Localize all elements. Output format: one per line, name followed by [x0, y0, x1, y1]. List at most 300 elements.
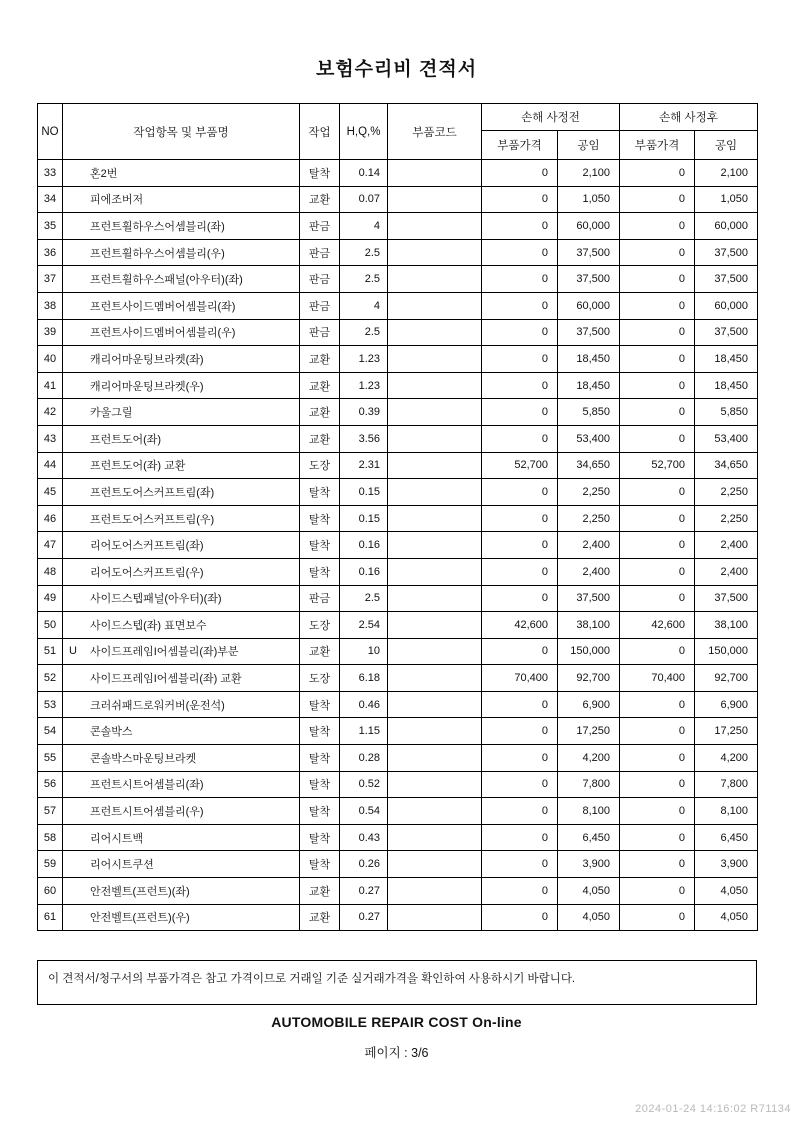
cell-after-part-price: 0 — [620, 399, 695, 426]
cell-hq-percent: 0.27 — [340, 904, 388, 931]
cell-work-type: 교환 — [300, 878, 340, 905]
cell-after-labor: 4,050 — [695, 878, 758, 905]
cell-before-part-price: 0 — [482, 851, 558, 878]
table-row — [38, 745, 758, 772]
cell-item-name — [63, 346, 300, 373]
cell-before-labor: 5,850 — [558, 399, 620, 426]
cell-work-type: 판금 — [300, 319, 340, 346]
cell-before-labor: 18,450 — [558, 346, 620, 373]
cell-work-type: 탈착 — [300, 532, 340, 559]
cell-no: 57 — [38, 798, 63, 825]
cell-before-labor: 18,450 — [558, 372, 620, 399]
cell-before-labor: 37,500 — [558, 239, 620, 266]
cell-item-name — [63, 505, 300, 532]
cell-before-part-price: 0 — [482, 346, 558, 373]
cell-before-part-price: 0 — [482, 505, 558, 532]
cell-work-type: 탈착 — [300, 558, 340, 585]
item-name-text: 리어시트쿠션 — [90, 859, 154, 872]
cell-item-name — [63, 745, 300, 772]
cell-before-part-price: 0 — [482, 824, 558, 851]
cell-part-code — [388, 638, 482, 665]
cell-after-part-price: 70,400 — [620, 665, 695, 692]
table-row — [38, 904, 758, 931]
cell-before-part-price: 0 — [482, 798, 558, 825]
cell-item-name — [63, 718, 300, 745]
table-row — [38, 213, 758, 240]
cell-after-part-price: 0 — [620, 266, 695, 293]
item-name-text: 캐리어마운팅브라켓(우) — [90, 380, 204, 393]
cell-work-type: 탈착 — [300, 771, 340, 798]
cell-part-code — [388, 532, 482, 559]
cell-before-part-price: 0 — [482, 638, 558, 665]
cell-no: 48 — [38, 558, 63, 585]
cell-before-labor: 53,400 — [558, 425, 620, 452]
cell-no: 37 — [38, 266, 63, 293]
cell-work-type: 탈착 — [300, 718, 340, 745]
cell-after-labor: 53,400 — [695, 425, 758, 452]
item-name-text: 캐리어마운팅브라켓(좌) — [90, 353, 204, 366]
cell-hq-percent: 1.15 — [340, 718, 388, 745]
cell-no: 40 — [38, 346, 63, 373]
cell-before-part-price: 42,600 — [482, 612, 558, 639]
cell-after-labor: 37,500 — [695, 585, 758, 612]
cell-after-part-price: 0 — [620, 239, 695, 266]
header-part-code: 부품코드 — [388, 104, 482, 160]
item-name-text: 프런트휠하우스패널(아우터)(좌) — [90, 274, 243, 287]
cell-item-name — [63, 851, 300, 878]
cell-after-labor: 1,050 — [695, 186, 758, 213]
cell-no: 54 — [38, 718, 63, 745]
table-row — [38, 346, 758, 373]
cell-after-labor: 2,250 — [695, 479, 758, 506]
cell-no: 56 — [38, 771, 63, 798]
cell-item-name — [63, 399, 300, 426]
cell-hq-percent: 2.5 — [340, 266, 388, 293]
cell-item-name — [63, 479, 300, 506]
cell-before-labor: 37,500 — [558, 319, 620, 346]
table-row — [38, 532, 758, 559]
cell-after-labor: 2,400 — [695, 558, 758, 585]
table-row — [38, 186, 758, 213]
cell-work-type: 탈착 — [300, 160, 340, 187]
cell-item-name — [63, 771, 300, 798]
table-row — [38, 425, 758, 452]
header-item-name: 작업항목 및 부품명 — [63, 104, 300, 160]
cell-no: 36 — [38, 239, 63, 266]
cell-hq-percent: 2.5 — [340, 319, 388, 346]
cell-no: 59 — [38, 851, 63, 878]
cell-item-name — [63, 213, 300, 240]
cell-part-code — [388, 878, 482, 905]
cell-after-part-price: 0 — [620, 425, 695, 452]
cell-after-labor: 92,700 — [695, 665, 758, 692]
cell-part-code — [388, 585, 482, 612]
cell-before-labor: 3,900 — [558, 851, 620, 878]
cell-item-name — [63, 904, 300, 931]
notice-text: 이 견적서/청구서의 부품가격은 참고 가격이므로 거래일 기준 실거래가격을 확인하여 사용하시기 바랍니다. — [48, 973, 576, 985]
cell-part-code — [388, 904, 482, 931]
cell-item-name — [63, 585, 300, 612]
cell-before-part-price: 52,700 — [482, 452, 558, 479]
cell-after-labor: 17,250 — [695, 718, 758, 745]
cell-part-code — [388, 319, 482, 346]
table-row — [38, 452, 758, 479]
cell-hq-percent: 0.46 — [340, 691, 388, 718]
cell-part-code — [388, 292, 482, 319]
table-row — [38, 505, 758, 532]
cell-work-type: 교환 — [300, 346, 340, 373]
header-after-assessment: 손해 사정후 — [620, 104, 758, 131]
cell-after-labor: 8,100 — [695, 798, 758, 825]
cell-after-labor: 2,100 — [695, 160, 758, 187]
cell-part-code — [388, 213, 482, 240]
cell-work-type: 판금 — [300, 585, 340, 612]
cell-after-labor: 37,500 — [695, 239, 758, 266]
cell-hq-percent: 1.23 — [340, 346, 388, 373]
cell-hq-percent: 0.54 — [340, 798, 388, 825]
table-row — [38, 479, 758, 506]
table-row — [38, 292, 758, 319]
cell-work-type: 교환 — [300, 638, 340, 665]
cell-after-labor: 6,450 — [695, 824, 758, 851]
cell-after-labor: 7,800 — [695, 771, 758, 798]
cell-before-part-price: 0 — [482, 878, 558, 905]
cell-work-type: 탈착 — [300, 824, 340, 851]
item-name-text: 프런트도어스커프트림(우) — [90, 513, 215, 526]
cell-no: 61 — [38, 904, 63, 931]
item-name-text: 프런트사이드멤버어셈블리(우) — [90, 327, 236, 340]
cell-after-part-price: 0 — [620, 346, 695, 373]
document-title: 보험수리비 견적서 — [315, 59, 478, 80]
cell-part-code — [388, 346, 482, 373]
cell-after-part-price: 0 — [620, 213, 695, 240]
cell-no: 42 — [38, 399, 63, 426]
table-row — [38, 665, 758, 692]
cell-before-labor: 37,500 — [558, 266, 620, 293]
cell-before-labor: 6,450 — [558, 824, 620, 851]
cell-after-labor: 18,450 — [695, 372, 758, 399]
cell-work-type: 교환 — [300, 425, 340, 452]
footer-page-number: 페이지 : 3/6 — [364, 1046, 429, 1060]
cell-hq-percent: 10 — [340, 638, 388, 665]
cell-part-code — [388, 239, 482, 266]
cell-part-code — [388, 479, 482, 506]
cell-before-part-price: 0 — [482, 745, 558, 772]
table-row — [38, 824, 758, 851]
cell-hq-percent: 0.26 — [340, 851, 388, 878]
cell-before-part-price: 0 — [482, 425, 558, 452]
header-before-part-price: 부품가격 — [482, 131, 558, 160]
cell-hq-percent: 6.18 — [340, 665, 388, 692]
cell-after-part-price: 52,700 — [620, 452, 695, 479]
cell-before-labor: 2,250 — [558, 505, 620, 532]
cell-work-type: 판금 — [300, 213, 340, 240]
cell-after-part-price: 0 — [620, 160, 695, 187]
item-name-text: 혼2번 — [90, 167, 118, 180]
cell-before-part-price: 0 — [482, 532, 558, 559]
cell-item-name — [63, 452, 300, 479]
cell-before-labor: 1,050 — [558, 186, 620, 213]
cell-work-type: 탈착 — [300, 505, 340, 532]
cell-work-type: 탈착 — [300, 851, 340, 878]
cell-after-part-price: 0 — [620, 638, 695, 665]
cell-hq-percent: 2.5 — [340, 585, 388, 612]
cell-after-part-price: 0 — [620, 532, 695, 559]
cell-after-part-price: 0 — [620, 878, 695, 905]
cell-part-code — [388, 824, 482, 851]
table-row — [38, 798, 758, 825]
table-row — [38, 771, 758, 798]
cell-item-name — [63, 532, 300, 559]
cell-before-labor: 4,200 — [558, 745, 620, 772]
header-before-labor: 공임 — [558, 131, 620, 160]
cell-part-code — [388, 186, 482, 213]
cell-after-part-price: 0 — [620, 479, 695, 506]
cell-before-part-price: 0 — [482, 292, 558, 319]
cell-after-part-price: 0 — [620, 585, 695, 612]
cell-after-part-price: 0 — [620, 558, 695, 585]
cell-after-part-price: 0 — [620, 851, 695, 878]
table-header — [38, 104, 758, 160]
cell-part-code — [388, 665, 482, 692]
item-name-text: 프런트휠하우스어셈블리(좌) — [90, 220, 225, 233]
cell-part-code — [388, 798, 482, 825]
cell-no: 43 — [38, 425, 63, 452]
cell-item-name — [63, 612, 300, 639]
cell-after-part-price: 0 — [620, 718, 695, 745]
cell-part-code — [388, 851, 482, 878]
cell-after-labor: 3,900 — [695, 851, 758, 878]
cell-before-labor: 60,000 — [558, 292, 620, 319]
cell-before-labor: 150,000 — [558, 638, 620, 665]
cell-no: 58 — [38, 824, 63, 851]
item-name-text: 사이드스텝패널(아우터)(좌) — [90, 593, 222, 606]
cell-no: 41 — [38, 372, 63, 399]
item-name-text: 안전벨트(프런트)(우) — [90, 912, 190, 925]
cell-before-labor: 2,250 — [558, 479, 620, 506]
cell-item-name — [63, 160, 300, 187]
cell-before-labor: 37,500 — [558, 585, 620, 612]
cell-item-name — [63, 266, 300, 293]
cell-before-labor: 34,650 — [558, 452, 620, 479]
cell-after-labor: 38,100 — [695, 612, 758, 639]
table-row — [38, 160, 758, 187]
cell-work-type: 교환 — [300, 399, 340, 426]
cell-hq-percent: 0.43 — [340, 824, 388, 851]
notice-box — [37, 960, 757, 1005]
cell-part-code — [388, 160, 482, 187]
header-after-part-price: 부품가격 — [620, 131, 695, 160]
cell-hq-percent: 0.16 — [340, 558, 388, 585]
cell-before-part-price: 0 — [482, 160, 558, 187]
item-name-text: 사이드스텝(좌) 표면보수 — [90, 619, 207, 632]
table-row — [38, 372, 758, 399]
item-name-text: 리어도어스커프트림(우) — [90, 566, 204, 579]
table-row — [38, 718, 758, 745]
cell-part-code — [388, 558, 482, 585]
header-work-type: 작업 — [300, 104, 340, 160]
cell-part-code — [388, 612, 482, 639]
item-name-text: 사이드프레임I어셈블리(좌) 교환 — [90, 673, 242, 686]
table-row — [38, 585, 758, 612]
cell-item-name — [63, 186, 300, 213]
cell-no: 45 — [38, 479, 63, 506]
cell-no: 34 — [38, 186, 63, 213]
cell-before-labor: 4,050 — [558, 878, 620, 905]
cell-part-code — [388, 718, 482, 745]
cell-before-part-price: 0 — [482, 213, 558, 240]
cell-no: 35 — [38, 213, 63, 240]
cell-item-name — [63, 239, 300, 266]
cell-hq-percent: 0.28 — [340, 745, 388, 772]
table-row — [38, 851, 758, 878]
item-name-text: 피에조버저 — [90, 194, 144, 207]
cell-work-type: 탈착 — [300, 745, 340, 772]
cell-part-code — [388, 399, 482, 426]
item-name-text: 프런트도어(좌) 교환 — [90, 460, 186, 473]
cell-work-type: 도장 — [300, 452, 340, 479]
cell-before-labor: 2,100 — [558, 160, 620, 187]
cell-before-part-price: 0 — [482, 319, 558, 346]
cell-hq-percent: 0.15 — [340, 479, 388, 506]
cell-hq-percent: 0.27 — [340, 878, 388, 905]
cell-after-part-price: 0 — [620, 186, 695, 213]
table-row — [38, 691, 758, 718]
cell-after-labor: 18,450 — [695, 346, 758, 373]
cell-no: 51 — [38, 638, 63, 665]
cell-after-part-price: 0 — [620, 505, 695, 532]
item-name-text: 사이드프레임I어셈블리(좌)부분 — [90, 646, 239, 659]
cell-part-code — [388, 505, 482, 532]
cell-before-labor: 7,800 — [558, 771, 620, 798]
table-row — [38, 319, 758, 346]
cell-item-name — [63, 665, 300, 692]
cell-after-labor: 60,000 — [695, 292, 758, 319]
cell-no: 47 — [38, 532, 63, 559]
item-name-text: 리어도어스커프트림(좌) — [90, 540, 204, 553]
header-group-row — [38, 104, 758, 131]
cell-after-part-price: 0 — [620, 691, 695, 718]
cell-part-code — [388, 771, 482, 798]
item-name-text: 카울그릴 — [90, 407, 133, 420]
item-name-text: 콘솔박스 — [90, 726, 133, 739]
cell-work-type: 판금 — [300, 266, 340, 293]
cell-item-name — [63, 691, 300, 718]
cell-item-name — [63, 638, 300, 665]
cell-no: 38 — [38, 292, 63, 319]
cell-after-labor: 2,400 — [695, 532, 758, 559]
cell-after-part-price: 0 — [620, 319, 695, 346]
cell-hq-percent: 0.14 — [340, 160, 388, 187]
cell-before-labor: 2,400 — [558, 558, 620, 585]
cell-hq-percent: 0.39 — [340, 399, 388, 426]
footer-timestamp: 2024-01-24 14:16:02 R71134 — [635, 1103, 791, 1115]
cell-work-type: 탈착 — [300, 691, 340, 718]
table-row — [38, 878, 758, 905]
header-before-assessment: 손해 사정전 — [482, 104, 620, 131]
table-row — [38, 239, 758, 266]
cell-before-part-price: 0 — [482, 372, 558, 399]
item-name-text: 프런트도어스커프트림(좌) — [90, 486, 215, 499]
cell-part-code — [388, 266, 482, 293]
cell-before-part-price: 70,400 — [482, 665, 558, 692]
header-hq-percent: H,Q,% — [340, 104, 388, 160]
cell-after-part-price: 42,600 — [620, 612, 695, 639]
cell-no: 49 — [38, 585, 63, 612]
cell-work-type: 교환 — [300, 186, 340, 213]
cell-hq-percent: 1.23 — [340, 372, 388, 399]
cell-no: 33 — [38, 160, 63, 187]
item-name-text: 프런트시트어셈블리(좌) — [90, 779, 204, 792]
item-name-text: 콘솔박스마운팅브라켓 — [90, 752, 197, 765]
cell-hq-percent: 3.56 — [340, 425, 388, 452]
cell-no: 39 — [38, 319, 63, 346]
table-row — [38, 638, 758, 665]
cell-before-labor: 92,700 — [558, 665, 620, 692]
row-marker: U — [69, 645, 77, 658]
cell-hq-percent: 0.15 — [340, 505, 388, 532]
cell-after-labor: 34,650 — [695, 452, 758, 479]
cell-work-type: 탈착 — [300, 479, 340, 506]
cell-after-part-price: 0 — [620, 771, 695, 798]
cell-item-name — [63, 798, 300, 825]
cell-hq-percent: 0.16 — [340, 532, 388, 559]
cell-before-part-price: 0 — [482, 266, 558, 293]
cell-before-labor: 60,000 — [558, 213, 620, 240]
cell-before-part-price: 0 — [482, 691, 558, 718]
item-name-text: 프런트휠하우스어셈블리(우) — [90, 247, 225, 260]
cell-after-labor: 4,050 — [695, 904, 758, 931]
cell-hq-percent: 4 — [340, 292, 388, 319]
cell-before-labor: 17,250 — [558, 718, 620, 745]
cell-before-part-price: 0 — [482, 479, 558, 506]
cell-item-name — [63, 425, 300, 452]
cell-item-name — [63, 372, 300, 399]
cell-work-type: 판금 — [300, 292, 340, 319]
cell-item-name — [63, 824, 300, 851]
cell-before-labor: 6,900 — [558, 691, 620, 718]
cell-after-labor: 60,000 — [695, 213, 758, 240]
cell-part-code — [388, 425, 482, 452]
cell-item-name — [63, 319, 300, 346]
cell-item-name — [63, 878, 300, 905]
cell-hq-percent: 2.5 — [340, 239, 388, 266]
cell-item-name — [63, 292, 300, 319]
item-name-text: 리어시트백 — [90, 832, 144, 845]
table-row — [38, 266, 758, 293]
cell-before-part-price: 0 — [482, 558, 558, 585]
cell-part-code — [388, 691, 482, 718]
repair-estimate-table — [37, 103, 758, 931]
table-row — [38, 612, 758, 639]
cell-part-code — [388, 452, 482, 479]
cell-no: 55 — [38, 745, 63, 772]
cell-before-part-price: 0 — [482, 771, 558, 798]
cell-after-part-price: 0 — [620, 292, 695, 319]
cell-after-labor: 37,500 — [695, 319, 758, 346]
footer-brand: AUTOMOBILE REPAIR COST On-line — [271, 1014, 522, 1030]
cell-after-labor: 4,200 — [695, 745, 758, 772]
item-name-text: 프런트사이드멤버어셈블리(좌) — [90, 300, 236, 313]
cell-part-code — [388, 372, 482, 399]
cell-before-part-price: 0 — [482, 186, 558, 213]
cell-no: 60 — [38, 878, 63, 905]
cell-before-part-price: 0 — [482, 585, 558, 612]
cell-work-type: 도장 — [300, 612, 340, 639]
cell-hq-percent: 4 — [340, 213, 388, 240]
table-row — [38, 558, 758, 585]
cell-hq-percent: 2.31 — [340, 452, 388, 479]
